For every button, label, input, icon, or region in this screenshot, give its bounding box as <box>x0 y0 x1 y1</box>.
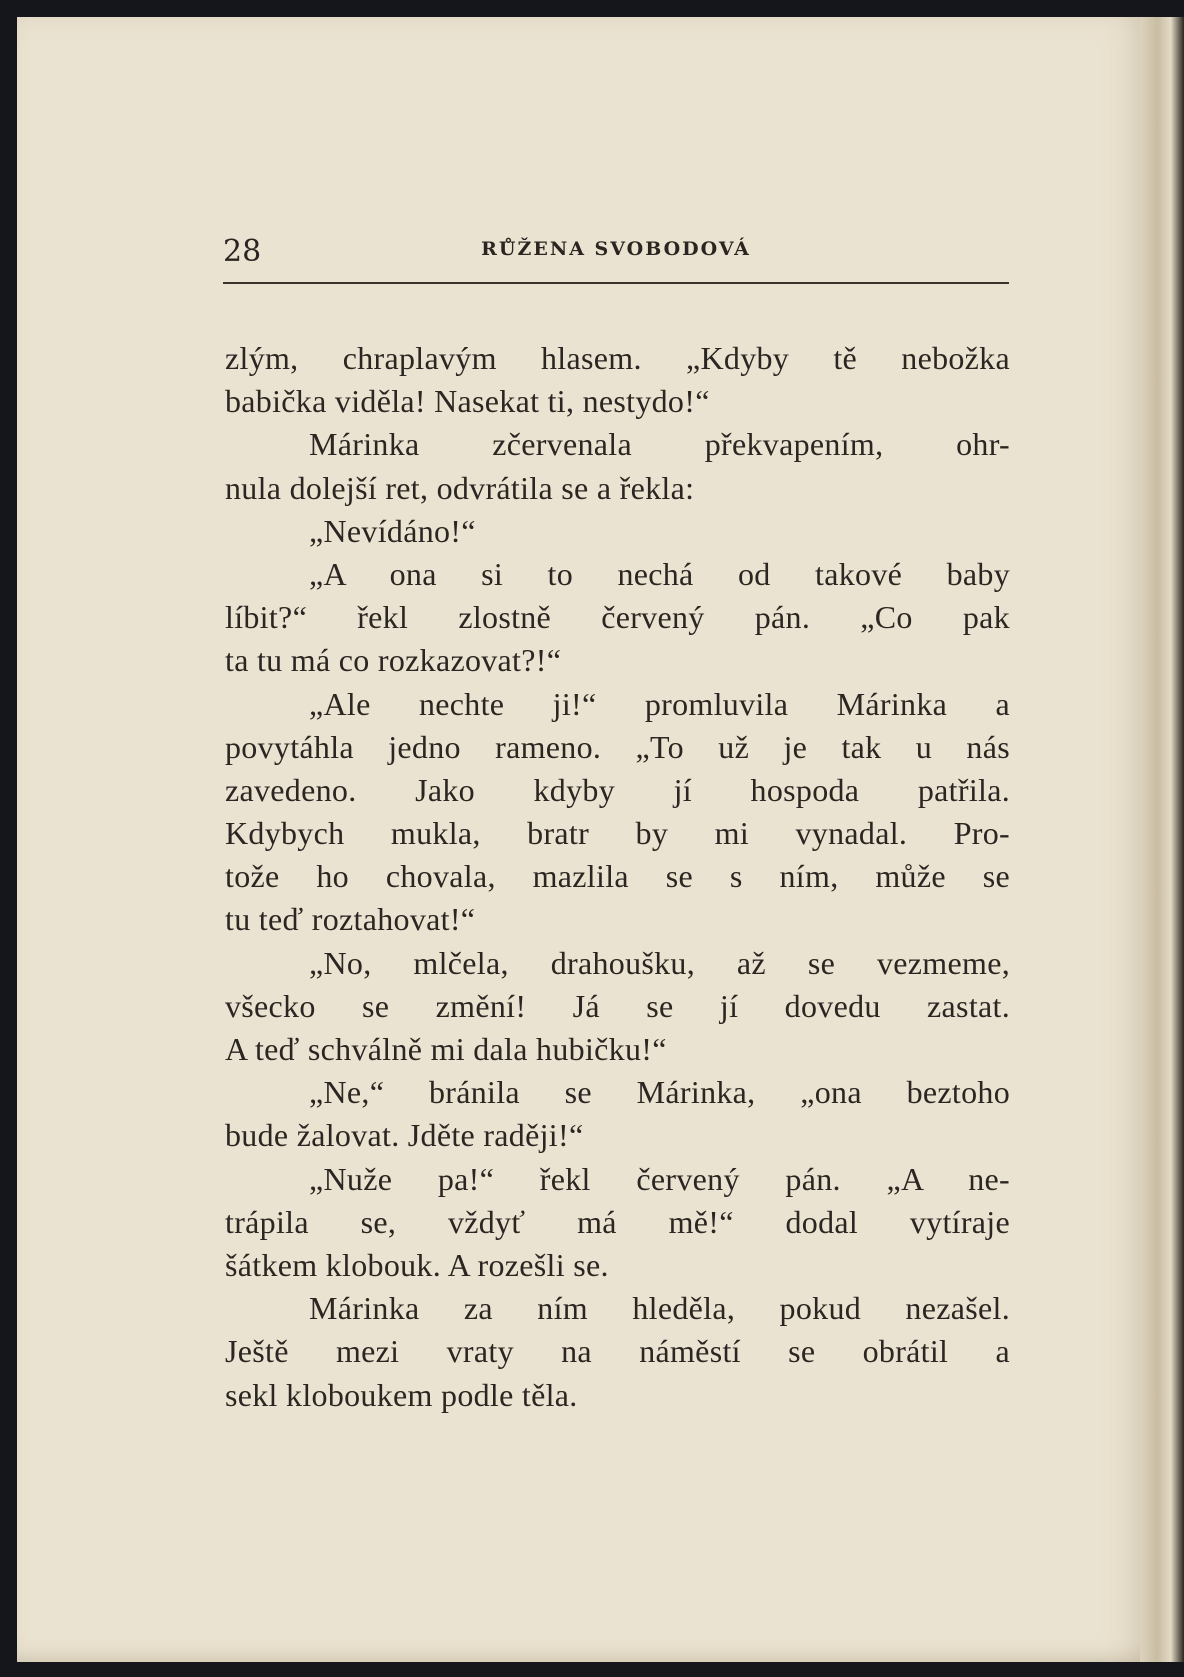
text-line: babička viděla! Nasekat ti, nestydo!“ <box>225 383 710 420</box>
text-line: všecko se změní! Já se jí dovedu zastat. <box>225 987 1010 1024</box>
text-line: líbit?“ řekl zlostně červený pán. „Co pak <box>225 599 1010 636</box>
text-line: zavedeno. Jako kdyby jí hospoda patřila. <box>225 771 1010 808</box>
text-line: šátkem klobouk. A rozešli se. <box>225 1246 609 1283</box>
text-line: Ještě mezi vraty na náměstí se obrátil a <box>225 1333 1010 1370</box>
text-line: ta tu má co rozkazovat?!“ <box>225 642 562 679</box>
text-line: „Nuže pa!“ řekl červený pán. „A ne- <box>309 1160 1010 1197</box>
text-line: trápila se, vždyť má mě!“ dodal vytíraje <box>225 1203 1010 1240</box>
text-line: tu teď roztahovat!“ <box>225 901 476 938</box>
text-line: Márinka za ním hleděla, pokud nezašel. <box>309 1290 1010 1327</box>
page-number: 28 <box>223 234 262 269</box>
running-head: RŮŽENA SVOBODOVÁ <box>481 238 751 260</box>
book-spine-edge <box>1140 17 1184 1662</box>
text-line: tože ho chovala, mazlila se s ním, může se <box>225 858 1010 895</box>
text-line: „Ne,“ bránila se Márinka, „ona beztoho <box>309 1074 1010 1111</box>
text-line: sekl kloboukem podle těla. <box>225 1376 578 1413</box>
text-line: „Nevídáno!“ <box>309 512 476 549</box>
text-line: povytáhla jedno rameno. „To už je tak u nás <box>225 728 1010 765</box>
text-line: Márinka zčervenala překvapením, ohr- <box>309 426 1010 463</box>
body-text <box>225 337 1010 1417</box>
text-line: zlým, chraplavým hlasem. „Kdyby tě nebožka <box>225 340 1010 376</box>
text-line: Kdybych mukla, bratr by mi vynadal. Pro- <box>225 815 1010 852</box>
page-header <box>223 232 1009 272</box>
text-line: „A ona si to nechá od takové baby <box>309 555 1010 592</box>
header-divider <box>223 282 1009 284</box>
text-line: A teď schválně mi dala hubičku!“ <box>225 1031 667 1067</box>
text-line: „Ale nechte ji!“ promluvila Márinka a <box>309 685 1010 722</box>
text-line: nula dolejší ret, odvrátila se a řekla: <box>225 469 695 506</box>
text-line: „No, mlčela, drahoušku, až se vezmeme, <box>309 944 1010 981</box>
text-line: bude žalovat. Jděte raději!“ <box>225 1117 584 1154</box>
